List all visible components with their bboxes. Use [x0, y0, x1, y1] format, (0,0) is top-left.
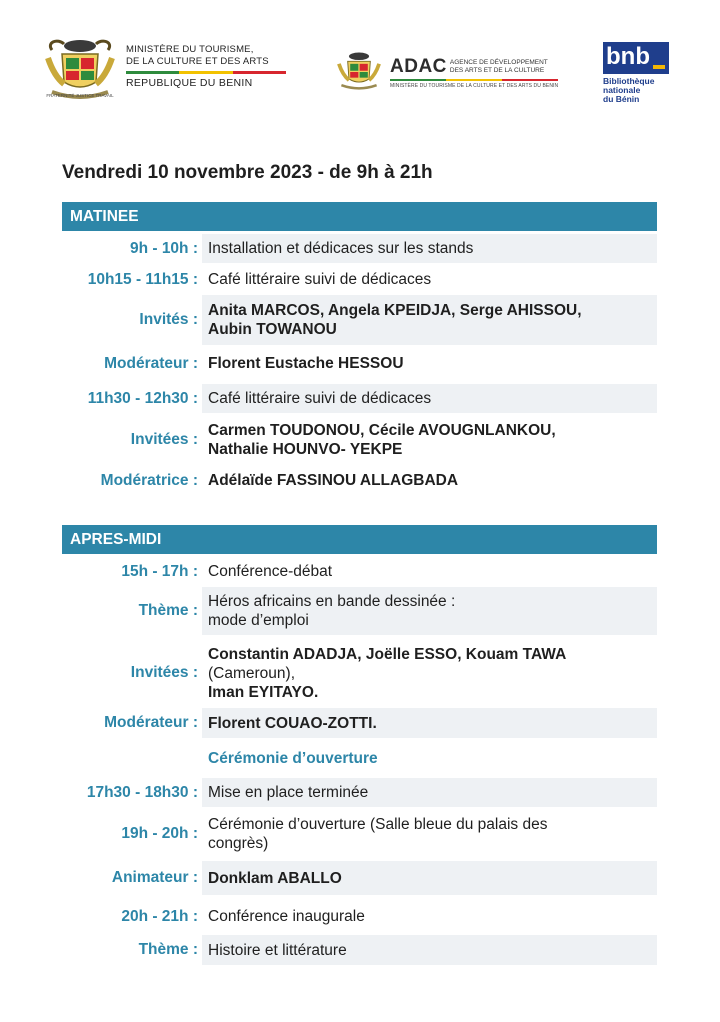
schedule-row	[62, 861, 657, 895]
schedule-row	[62, 640, 657, 706]
row-label: 10h15 - 11h15 :	[87, 270, 198, 288]
row-value: Cérémonie d’ouverture (Salle bleue du palais des congrès)	[208, 816, 548, 852]
bnb-logo-box	[603, 42, 669, 74]
schedule-row	[62, 778, 657, 807]
bnb-logo-text: bnb	[606, 43, 650, 70]
schedule-row	[62, 708, 657, 738]
adac-text	[390, 56, 558, 89]
row-value: Florent COUAO-ZOTTI.	[202, 708, 657, 738]
row-value: Donklam ABALLO	[202, 861, 657, 895]
row-label: 19h - 20h :	[121, 825, 198, 842]
row-label: 20h - 21h :	[121, 907, 198, 925]
row-label: Thème :	[138, 941, 198, 958]
row-value: Héros africains en bande dessinée : mode d’emploi	[202, 587, 657, 635]
schedule-row	[62, 234, 657, 263]
row-value: Constantin ADADJA, Joëlle ESSO, Kouam TAWA (Cameroun), Iman EYITAYO.	[208, 645, 567, 701]
schedule-row	[62, 417, 657, 463]
row-label: Invitées :	[130, 664, 198, 681]
schedule-row	[62, 466, 657, 495]
header	[0, 0, 720, 120]
row-value: Florent Eustache HESSOU	[208, 355, 404, 372]
schedule-row	[62, 587, 657, 635]
row-label: Animateur :	[111, 869, 198, 886]
schedule-row	[62, 744, 657, 773]
row-value-subheading: Cérémonie d’ouverture	[208, 750, 378, 767]
row-label: 11h30 - 12h30 :	[87, 389, 198, 407]
schedule-row	[62, 557, 657, 586]
row-value: Carmen TOUDONOU, Cécile AVOUGNLANKOU, Nathalie HOUNVO- YEKPE	[208, 422, 556, 458]
row-value: Café littéraire suivi de dédicaces	[202, 384, 657, 413]
schedule-row	[62, 295, 657, 345]
benin-crest-small-icon	[336, 50, 382, 94]
adac-flag-stripe	[390, 79, 558, 81]
ministry-logo	[44, 36, 286, 106]
row-label: 17h30 - 18h30 :	[86, 783, 198, 801]
adac-subtitle: MINISTÈRE DU TOURISME DE LA CULTURE ET DES ARTS DU BENIN	[390, 82, 559, 89]
schedule-row	[62, 902, 657, 931]
ministry-country: REPUBLIQUE DU BENIN	[126, 77, 253, 89]
row-label: 15h - 17h :	[121, 562, 198, 580]
row-value: Café littéraire suivi de dédicaces	[208, 271, 432, 288]
row-value: Conférence-débat	[208, 563, 333, 580]
ministry-line-2: DE LA CULTURE ET DES ARTS	[126, 56, 269, 67]
row-label: Modérateur :	[104, 714, 198, 731]
schedule-row	[62, 810, 657, 858]
adac-logo	[336, 50, 558, 94]
schedule-row	[62, 349, 657, 378]
schedule-row	[62, 935, 657, 965]
row-label: Modératrice :	[100, 471, 198, 489]
schedule-row	[62, 265, 657, 294]
section-heading-afternoon: APRES-MIDI	[62, 525, 657, 554]
row-label: Invitées :	[130, 431, 198, 448]
row-value: Conférence inaugurale	[208, 908, 365, 925]
ministry-text	[126, 44, 286, 89]
row-label: Invités :	[139, 311, 198, 328]
ministry-line-1: MINISTÈRE DU TOURISME,	[126, 44, 254, 55]
benin-crest-icon	[44, 36, 116, 106]
row-value: Anita MARCOS, Angela KPEIDJA, Serge AHISSOU, Aubin TOWANOU	[202, 295, 657, 345]
row-label: Thème :	[138, 602, 198, 619]
bnb-logo	[603, 42, 669, 104]
row-value: Mise en place terminée	[202, 778, 657, 807]
schedule-row	[62, 384, 657, 413]
flag-stripe	[126, 71, 286, 74]
section-heading-morning: MATINEE	[62, 202, 657, 231]
bnb-name: Bibliothèque nationale du Bénin	[603, 76, 655, 104]
row-label: Modérateur :	[104, 354, 198, 372]
row-value: Adélaïde FASSINOU ALLAGBADA	[208, 472, 459, 489]
page-title: Vendredi 10 novembre 2023 - de 9h à 21h	[62, 162, 433, 183]
crest-motto: FRATERNITÉ JUSTICE TRAVAIL	[46, 93, 114, 98]
row-value: Histoire et littérature	[202, 935, 657, 965]
row-value: Installation et dédicaces sur les stands	[202, 234, 657, 263]
adac-name: ADAC	[390, 55, 447, 77]
adac-full-name: AGENCE DE DÉVELOPPEMENT DES ARTS ET DE LA CULTURE	[449, 58, 548, 74]
row-label: 9h - 10h :	[129, 239, 198, 257]
